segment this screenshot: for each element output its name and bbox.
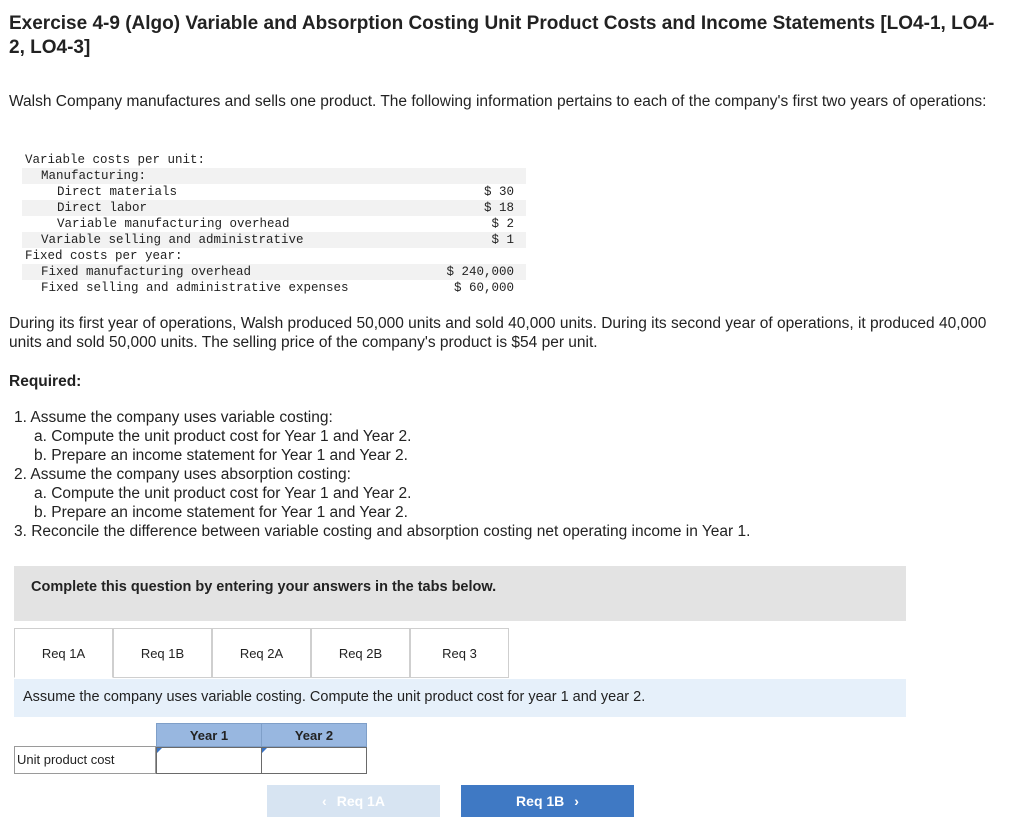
instruction-banner: [14, 566, 906, 621]
cost-label: Variable selling and administrative: [41, 233, 304, 247]
banner-text: Complete this question by entering your answers in the tabs below.: [31, 579, 497, 595]
cost-value: $ 30: [483, 185, 514, 199]
cost-label: Variable costs per unit:: [25, 153, 206, 167]
answer-corner: [14, 723, 156, 747]
cost-label: Fixed selling and administrative expenses: [41, 281, 349, 295]
chevron-left-icon: ‹: [322, 793, 327, 809]
exercise-title: Exercise 4-9 (Algo) Variable and Absorption Costing Unit Product Costs and Income Statements [LO4-1, LO4-2, LO4-3]: [9, 13, 995, 58]
required-subitem: b. Prepare an income statement for Year 1 and Year 2.: [34, 504, 408, 521]
required-list: [14, 408, 1014, 541]
cost-row: [22, 168, 526, 184]
cost-label: Direct labor: [57, 201, 148, 215]
required-item: 2. Assume the company uses absorption costing:: [14, 466, 351, 483]
next-button-label: Req 1B: [516, 793, 565, 809]
cost-value: $ 18: [483, 201, 514, 215]
cost-row: [22, 280, 526, 296]
required-item: 1. Assume the company uses variable costing:: [14, 409, 333, 426]
tab-instruction-text: Assume the company uses variable costing. Compute the unit product cost for year 1 and year 2.: [23, 689, 646, 705]
column-header-year-1: Year 1: [156, 723, 262, 747]
cost-row: [22, 200, 526, 216]
cost-row: [22, 232, 526, 248]
required-item: 3. Reconcile the difference between variable costing and absorption costing net operating income in Year 1.: [14, 523, 751, 540]
tab-req-1a[interactable]: Req 1A: [14, 628, 113, 678]
cost-label: Variable manufacturing overhead: [57, 217, 290, 231]
cost-row: [22, 152, 526, 168]
year-2-unit-cost-input[interactable]: [261, 747, 367, 774]
cost-row: [22, 264, 526, 280]
cost-label: Fixed manufacturing overhead: [41, 265, 252, 279]
cost-value: $ 1: [491, 233, 514, 247]
intro-text: Walsh Company manufactures and sells one product. The following information pertains to each of the company's first two years of operations:: [9, 93, 987, 110]
cost-value: $ 2: [491, 217, 514, 231]
scenario-text: During its first year of operations, Walsh produced 50,000 units and sold 40,000 units. During its second year of operations, it produced 40,000 units and sold 50,000 units. The selling price of the company's product is $54 per unit.: [9, 315, 987, 351]
required-subitem: b. Prepare an income statement for Year 1 and Year 2.: [34, 447, 408, 464]
chevron-right-icon: ›: [574, 793, 579, 809]
next-button[interactable]: [461, 785, 634, 817]
cost-label: Fixed costs per year:: [25, 249, 183, 263]
tab-req-1b[interactable]: Req 1B: [113, 628, 212, 678]
cost-row: [22, 216, 526, 232]
year-1-unit-cost-input[interactable]: [156, 747, 262, 774]
cost-label: Manufacturing:: [41, 169, 147, 183]
required-subitem: a. Compute the unit product cost for Year 1 and Year 2.: [34, 485, 412, 502]
column-header-year-2: Year 2: [261, 723, 367, 747]
cost-data-table: [22, 152, 526, 296]
tab-req-3[interactable]: Req 3: [410, 628, 509, 678]
required-heading: Required:: [9, 373, 82, 390]
previous-button[interactable]: [267, 785, 440, 817]
cost-value: $ 240,000: [446, 265, 514, 279]
tab-req-2a[interactable]: Req 2A: [212, 628, 311, 678]
required-subitem: a. Compute the unit product cost for Year 1 and Year 2.: [34, 428, 412, 445]
row-label-unit-product-cost: Unit product cost: [14, 747, 156, 774]
previous-button-label: Req 1A: [336, 793, 385, 809]
tab-instruction: [14, 679, 906, 717]
cost-label: Direct materials: [57, 185, 178, 199]
tab-req-2b[interactable]: Req 2B: [311, 628, 410, 678]
cost-row: [22, 248, 526, 264]
cost-value: $ 60,000: [453, 281, 514, 295]
cost-row: [22, 184, 526, 200]
